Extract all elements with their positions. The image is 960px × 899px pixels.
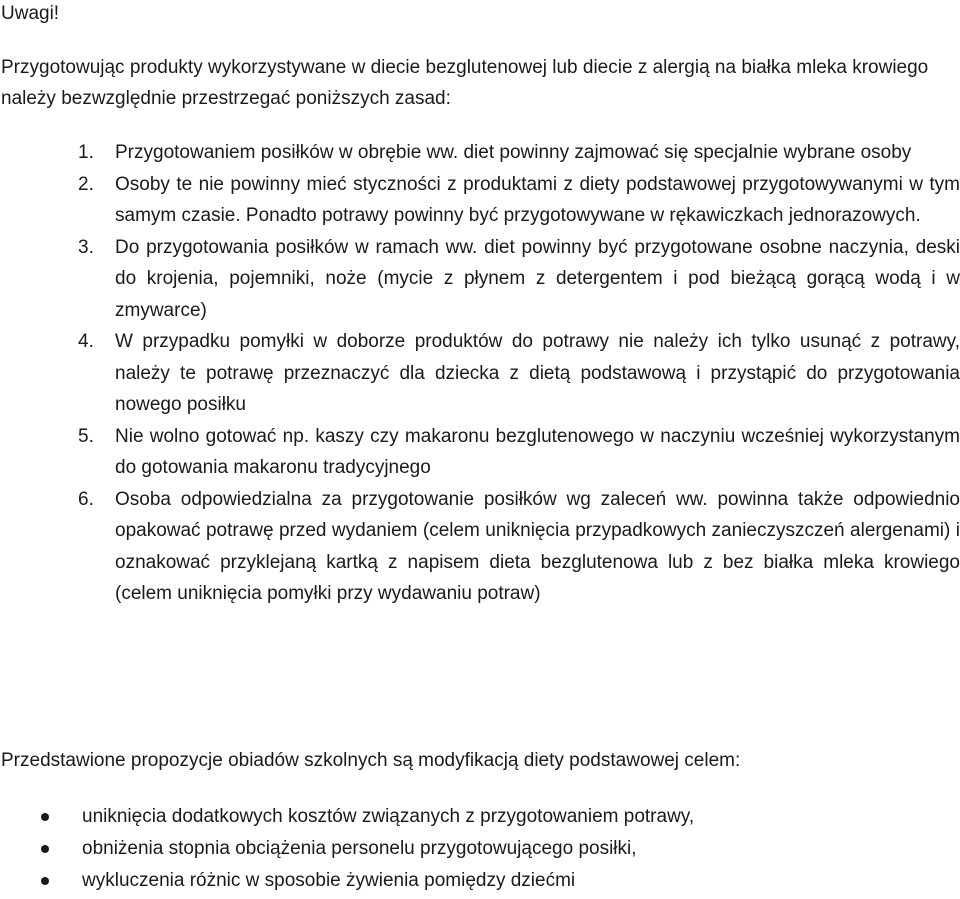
bullet-text: obniżenia stopnia obciążenia personelu przygotowującego posiłki, <box>82 838 637 859</box>
bullet-icon <box>41 845 49 853</box>
list-item-number: 5. <box>78 425 94 447</box>
heading: Uwagi! <box>1 3 60 24</box>
list-item <box>0 326 960 421</box>
list-item-number: 3. <box>78 236 94 258</box>
list-item-text: Osoba odpowiedzialna za przygotowanie posiłków wg zaleceń ww. powinna także odpowiednio opakować potrawę przed wydaniem (celem uniknięcia przypadkowych zanieczyszczeń alergenami) i oznakować przyklejaną kartką z napisem dieta bezglutenowa lub z bez białka mleka krowiego (celem uniknięcia pomyłki przy wydawaniu potraw) <box>115 488 960 604</box>
list-item <box>0 484 960 610</box>
rules-list <box>0 137 960 610</box>
goals-list <box>0 801 960 897</box>
list-item-text: Osoby te nie powinny mieć styczności z produktami z diety podstawowej przygotowywanymi w tym samym czasie. Ponadto potrawy powinny być przygotowywane w rękawiczkach jednorazowych. <box>115 173 960 226</box>
bullet-icon <box>41 813 49 821</box>
list-item-text: Nie wolno gotować np. kaszy czy makaronu bezglutenowego w naczyniu wcześniej wykorzystanym do gotowania makaronu tradycyjnego <box>115 425 960 478</box>
bullet-icon <box>41 877 49 885</box>
bullet-item <box>0 865 960 897</box>
bullet-text: uniknięcia dodatkowych kosztów związanych z przygotowaniem potrawy, <box>82 806 695 827</box>
list-item-text: Przygotowaniem posiłków w obrębie ww. diet powinny zajmować się specjalnie wybrane osoby <box>115 142 912 163</box>
list-item-number: 2. <box>78 173 94 195</box>
bullet-text: wykluczenia różnic w sposobie żywienia pomiędzy dziećmi <box>82 870 576 891</box>
list-item <box>0 137 960 169</box>
list-item <box>0 169 960 232</box>
bullet-item <box>0 833 960 865</box>
list-item-number: 1. <box>78 142 94 163</box>
intro-paragraph: Przygotowując produkty wykorzystywane w diecie bezglutenowej lub diecie z alergią na białka mleka krowiego należy bezwzględnie przestrzegać poniższych zasad: <box>1 57 929 109</box>
bullet-item <box>0 801 960 833</box>
list-item-number: 4. <box>78 331 94 352</box>
list-item <box>0 421 960 484</box>
list-item-text: W przypadku pomyłki w doborze produktów do potrawy nie należy ich tylko usunąć z potrawy, należy te potrawę przeznaczyć dla dziecka z dietą podstawową i przystąpić do przygotowania nowego posiłku <box>115 331 960 415</box>
summary-paragraph: Przedstawione propozycje obiadów szkolnych są modyfikacją diety podstawowej celem: <box>1 750 741 771</box>
list-item-number: 6. <box>78 488 94 510</box>
list-item <box>0 232 960 327</box>
list-item-text: Do przygotowania posiłków w ramach ww. diet powinny być przygotowane osobne naczynia, deski do krojenia, pojemniki, noże (mycie z płynem z detergentem i pod bieżącą gorącą wodą i w zmywarce) <box>115 236 960 321</box>
